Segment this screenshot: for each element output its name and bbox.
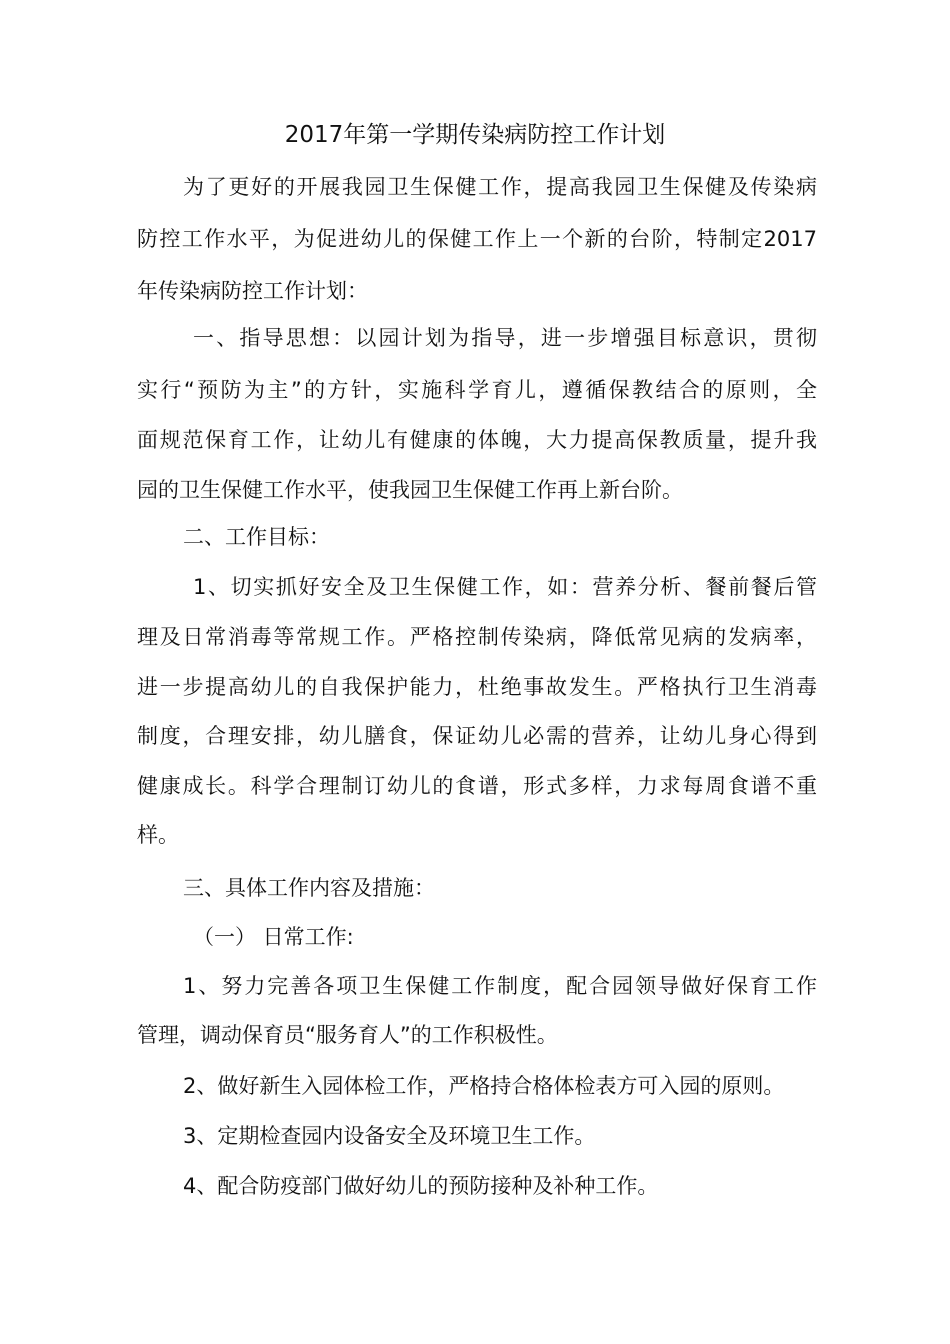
paragraph-line: 理及日常消毒等常规工作。严格控制传染病，降低常见病的发病率， bbox=[137, 625, 817, 649]
paragraph-line: 1、切实抓好安全及卫生保健工作，如：营养分析、餐前餐后管 bbox=[193, 575, 817, 599]
paragraph-line: 为了更好的开展我园卫生保健工作，提高我园卫生保健及传染病 bbox=[183, 175, 817, 199]
document-title: 2017年第一学期传染病防控工作计划 bbox=[284, 122, 666, 148]
paragraph-line: 一、指导思想：以园计划为指导，进一步增强目标意识，贯彻 bbox=[193, 326, 817, 350]
paragraph-line: 进一步提高幼儿的自我保护能力，杜绝事故发生。严格执行卫生消毒 bbox=[137, 675, 817, 699]
paragraph-line: 制度，合理安排，幼儿膳食，保证幼儿必需的营养，让幼儿身心得到 bbox=[137, 724, 817, 748]
paragraph-line: 防控工作水平，为促进幼儿的保健工作上一个新的台阶，特制定2017 bbox=[137, 227, 817, 251]
section-heading: 三、具体工作内容及措施： bbox=[183, 876, 435, 900]
paragraph-line: 健康成长。科学合理制订幼儿的食谱，形式多样，力求每周食谱不重 bbox=[137, 774, 817, 798]
paragraph-line: 年传染病防控工作计划： bbox=[137, 279, 368, 303]
paragraph-line: 管理，调动保育员“服务育人”的工作积极性。 bbox=[137, 1023, 558, 1047]
paragraph-line: 2、做好新生入园体检工作，严格持合格体检表方可入园的原则。 bbox=[183, 1074, 785, 1098]
paragraph-line: 实行“预防为主”的方针，实施科学育儿，遵循保教结合的原则，全 bbox=[137, 378, 817, 402]
paragraph-line: 3、定期检查园内设备安全及环境卫生工作。 bbox=[183, 1124, 596, 1148]
section-heading: 二、工作目标： bbox=[183, 525, 330, 549]
paragraph-line: 面规范保育工作，让幼儿有健康的体魄，大力提高保教质量，提升我 bbox=[137, 428, 817, 452]
paragraph-line: 1、努力完善各项卫生保健工作制度，配合园领导做好保育工作 bbox=[183, 974, 817, 998]
subsection-heading: （一） 日常工作: bbox=[193, 925, 354, 949]
paragraph-line: 4、配合防疫部门做好幼儿的预防接种及补种工作。 bbox=[183, 1174, 659, 1198]
paragraph-line: 园的卫生保健工作水平，使我园卫生保健工作再上新台阶。 bbox=[137, 478, 683, 502]
paragraph-line: 样。 bbox=[137, 823, 179, 847]
